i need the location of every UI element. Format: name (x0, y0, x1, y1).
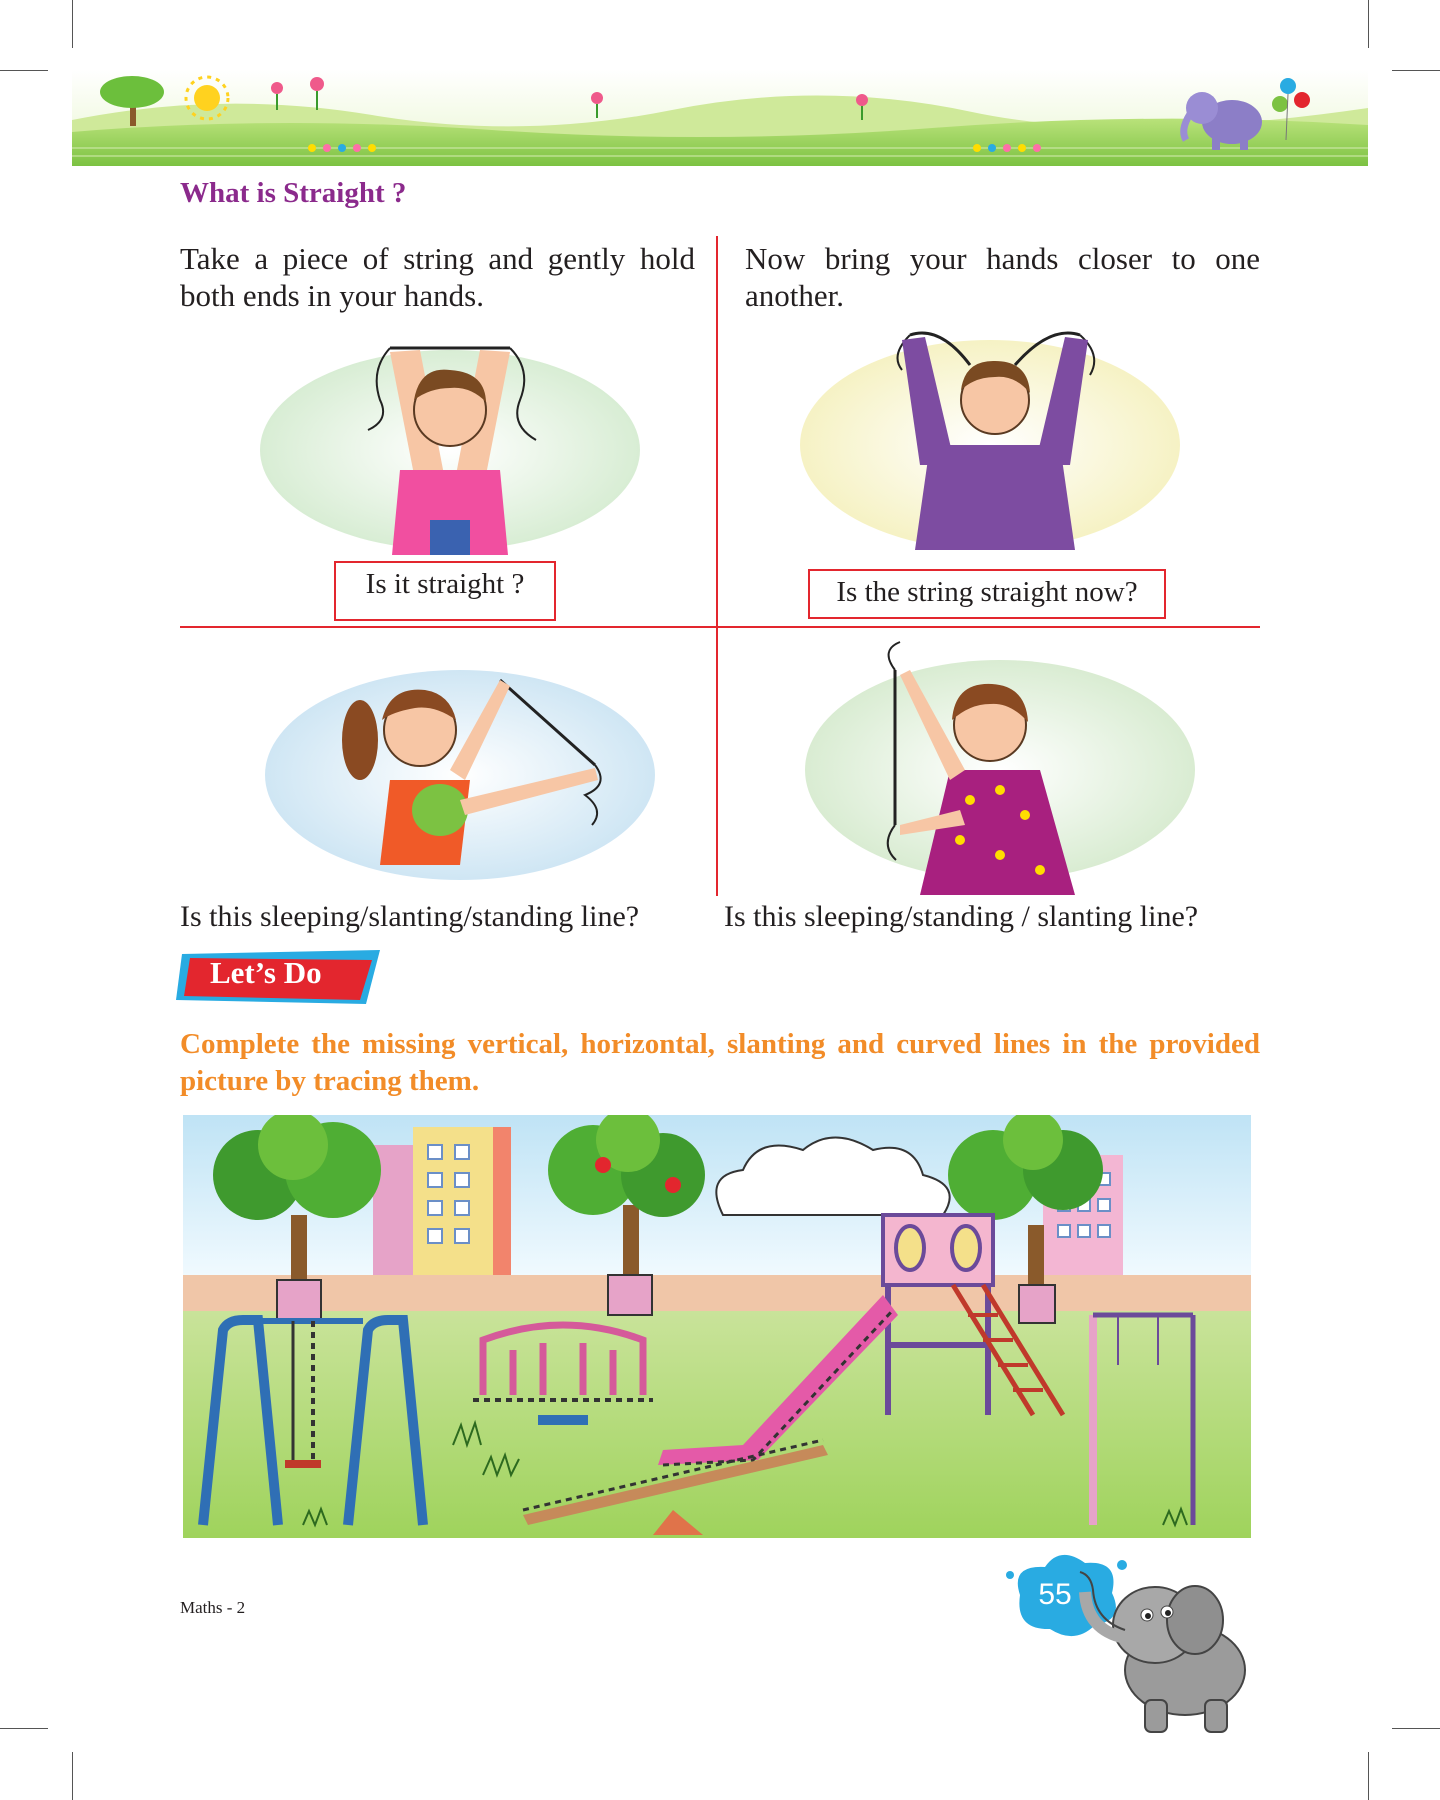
girl-standing-string-illustration (800, 640, 1200, 895)
crop-mark (1368, 0, 1369, 48)
crop-mark (0, 1728, 48, 1729)
section-title: What is Straight ? (180, 177, 407, 209)
top-right-text: Now bring your hands closer to one another. (745, 241, 1260, 313)
header-banner (72, 70, 1368, 166)
lets-do-label: Let’s Do (210, 955, 322, 990)
crop-mark (1392, 70, 1440, 71)
playground-illustration (183, 1115, 1251, 1538)
crop-mark (1392, 1728, 1440, 1729)
bottom-right-caption: Is this sleeping/standing / slanting line? (724, 900, 1199, 933)
bottom-left-caption: Is this sleeping/slanting/standing line? (180, 900, 640, 933)
crop-mark (72, 0, 73, 48)
boy-holding-string-illustration (240, 330, 640, 555)
panel-divider-horizontal (180, 626, 1260, 628)
crop-mark (0, 70, 48, 71)
page-number: 55 (1038, 1578, 1072, 1611)
girl-slanting-string-illustration (260, 650, 660, 885)
top-left-text: Take a piece of string and gently hold both ends in your hands. (180, 241, 695, 313)
panel-divider-vertical (716, 236, 718, 896)
crop-mark (1368, 1752, 1369, 1800)
question-box-right: Is the string straight now? (808, 569, 1166, 619)
question-box-left: Is it straight ? (334, 561, 556, 621)
boy-hands-closer-illustration (790, 315, 1190, 555)
elephant-icon (1075, 1560, 1265, 1740)
activity-instruction: Complete the missing vertical, horizontal, slanting and curved lines in the provided picture by tracing them. (180, 1028, 1260, 1097)
book-label: Maths - 2 (180, 1598, 246, 1617)
crop-mark (72, 1752, 73, 1800)
